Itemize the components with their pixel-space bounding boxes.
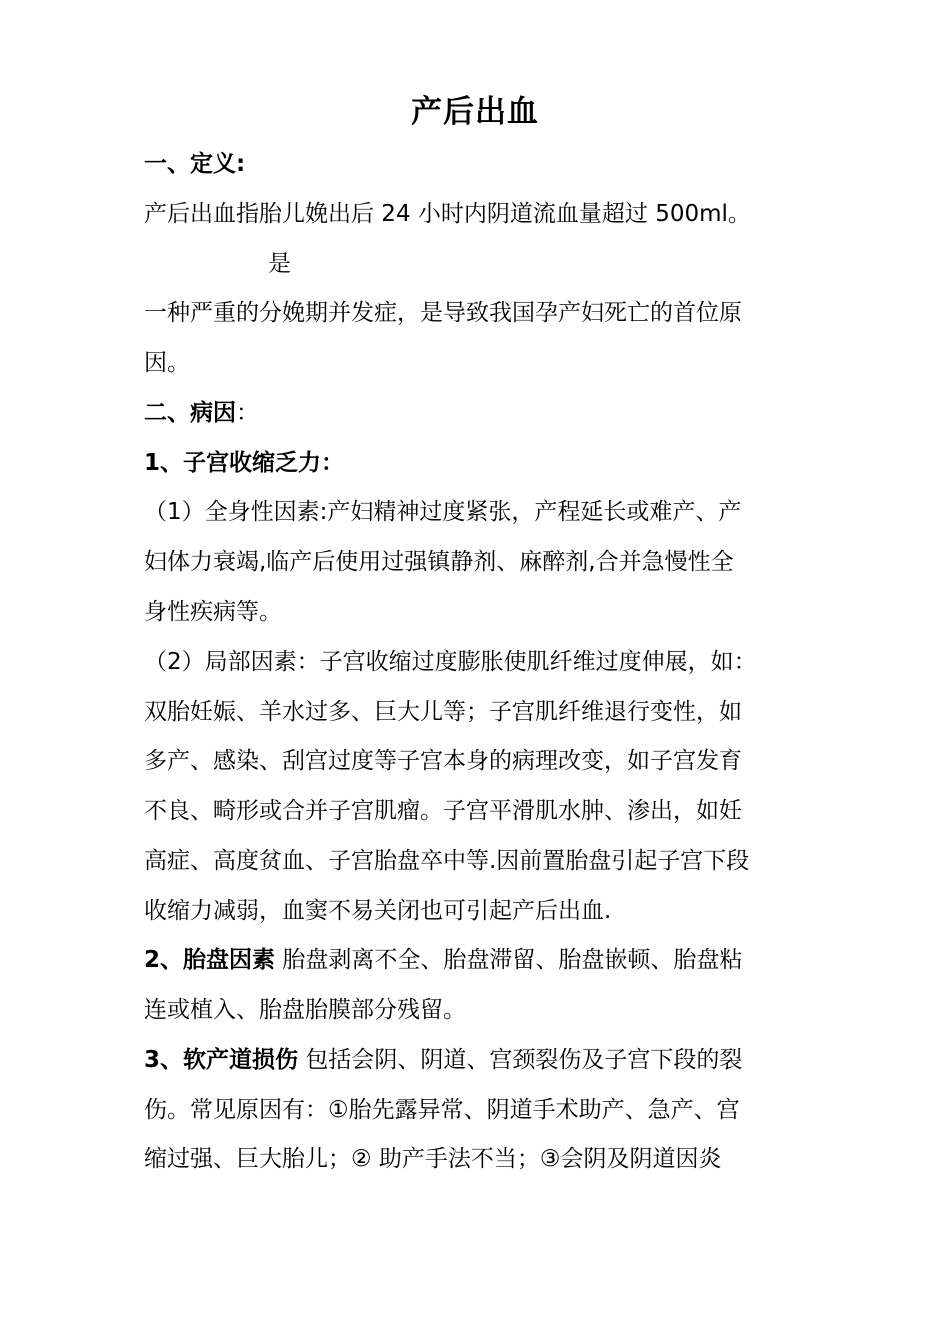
body-line: 一种严重的分娩期并发症，是导致我国孕产妇死亡的首位原 [144,300,742,326]
section-heading-definition: 一、定义: [144,151,246,177]
body-line: 收缩力减弱，血窦不易关闭也可引起产后出血. [144,898,612,924]
body-line: （2）局部因素：子宫收缩过度膨胀使肌纤维过度伸展，如： [144,649,757,675]
body-line: 高症、高度贫血、子宫胎盘卒中等.因前置胎盘引起子宫下段 [144,848,750,874]
body-line: 是 [268,251,291,277]
section-heading-label: 二、病因 [144,400,236,426]
subsection-heading-birth-canal: 3、软产道损伤 [144,1047,299,1073]
body-line: 双胎妊娠、羊水过多、巨大儿等；子宫肌纤维退行变性，如 [144,699,742,725]
section-heading-punct: ： [236,400,259,426]
body-line: 缩过强、巨大胎儿；② 助产手法不当；③会阴及阴道因炎 [144,1146,722,1172]
subsection-heading-uterine-atony: 1、子宫收缩乏力： [144,450,345,476]
body-line: 不良、畸形或合并子宫肌瘤。子宫平滑肌水肿、渗出，如妊 [144,798,742,824]
paragraph-birth-canal-injury [144,1044,824,1076]
body-line: 妇体力衰竭,临产后使用过强镇静剂、麻醉剂,合并急慢性全 [144,549,734,575]
body-line: 伤。常见原因有：①胎先露异常、阴道手术助产、急产、宫 [144,1097,740,1123]
document-title: 产后出血 [411,94,539,130]
section-heading-cause [144,397,824,429]
body-line: 产后出血指胎儿娩出后 24 小时内阴道流血量超过 500ml。 [144,201,751,227]
subsection-heading-placental: 2、胎盘因素 [144,947,276,973]
body-text: 包括会阴、阴道、宫颈裂伤及子宫下段的裂 [298,1047,743,1073]
body-line: （1）全身性因素:产妇精神过度紧张，产程延长或难产、产 [144,499,742,525]
body-line: 身性疾病等。 [144,599,282,625]
body-line: 多产、感染、刮宫过度等子宫本身的病理改变，如子宫发育 [144,748,742,774]
body-line: 连或植入、胎盘胎膜部分残留。 [144,997,466,1023]
body-line: 因。 [144,350,190,376]
paragraph-placental-factors [144,944,824,976]
body-text: 胎盘剥离不全、胎盘滞留、胎盘嵌顿、胎盘粘 [275,947,743,973]
